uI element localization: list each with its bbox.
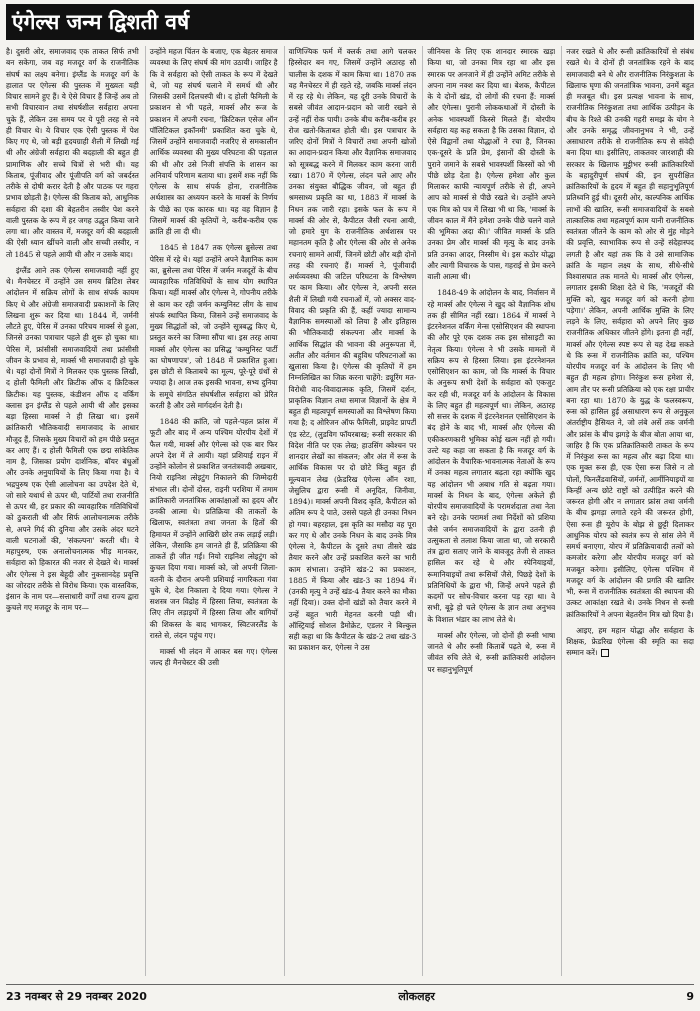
section-banner <box>6 4 694 40</box>
article-column-1 <box>6 46 139 976</box>
paragraph: मार्क्स भी लंदन में आकर बस गए। एंगेल्स जल्द ही मैनचेस्टर की उसी <box>149 647 278 668</box>
closing-paragraph <box>566 625 694 659</box>
issue-date: 23 नवम्बर से 29 नवम्बर 2020 <box>6 989 147 1003</box>
article-column-2 <box>145 46 278 976</box>
paragraph: इंग्लैंड आने तक एंगेल्स समाजवादी नहीं हुए थे। मैनचेस्टर में उन्होंने उस समय ब्रिटिश लेबर आंदोलन में सक्रिय लोगों के साथ संपर्क कायम किए थे और अंग्रेजी समाजवादी प्रकाशनों के लिए लिखना शुरू कर दिया था। 1844 में, जर्मनी लौटते हुए, पेरिस में उनका परिचय मार्क्स से हुआ, जिनसे उनका पत्राचार पहले ही शुरू हो चुका था। पेरिस में, फ्रांसीसी समाजवादियों तथा फ्रांसीसी जीवन के प्रभाव से, मार्क्स भी समाजवादी हो चुके थे। यहां दोनों मित्रों ने मिलकर एक पुस्तक लिखी, द होली फैमिली और क्रिटीक ऑफ द क्रिटिकल क्रिटीक। यह पुस्तक, कंडीशन ऑफ द वर्किंग क्लास इन इंग्लैंड से पहले आयी थी और इसका बड़ा हिस्सा मार्क्स ने ही लिखा था। इसमें क्रांतिकारी भौतिकवादी समाजवाद के आधार मौजूद हैं, जिसके मुख्य विचारों को हम पीछे प्रस्तुत कर आए हैं। द होली फैमिली एक छद्म सांकेतिक नाम है, जिसका प्रयोग दार्शनिक, बॉयर बंधुओं और उनके अनुयायियों के लिए किया गया है। ये भद्रपुरुष एक ऐसी आलोचना का उपदेश देते थे, जो सारे यथार्थ से ऊपर थी, पार्टियों तथा राजनीति से ऊपर थी, हर प्रकार की व्यावहारिक गतिविधियों को ठुकराती थी और सिर्फ आलोचनात्मक तरीके से, अपने गिर्द की दुनिया और उसके अंदर घटने वाली घटनाओं की, 'संकल्पना' करती थी। ये महापुरुष, एक अनालोचनात्मक भीड़ मानकर, सर्वहारा को हिकारत की नजर से देखते थे। मार्क्स और एंगेल्स ने इस बेहूदी और नुकसानदेह प्रवृत्ति का जोरदार तरीके से विरोध किया। एक वास्तविक, इंसान के नाम पर—सत्ताधारी वर्गों तथा राज्य द्वारा कुचले गए मजदूर के नाम पर— <box>6 265 139 613</box>
paragraph: है। दुसरी ओर, समाजवाद एक ताकत सिर्फ तभी बन सकेगा, जब वह मजदूर वर्ग के राजनीतिक संघर्ष का लक्ष्य बनेगा। इंग्लैंड के मजदूर वर्ग के हालात पर एंगेल्स की पुस्तक में मुख्यतः यही विचार सामने हुए हैं। ये ऐसे विचार हैं जिन्हें अब तो सभी विचारवान तथा संघर्षशील सर्वहारा अपना चुके हैं, लेकिन उस समय पर ये पूरी तरह से नये ही विचार थे। ये विचार एक ऐसी पुस्तक में पेश किए गए थे, जो बड़ी हृदयग्राही शैली में लिखी गई थी और अंग्रेजी सर्वहारा की बदहाली की बहुत ही प्रामाणिक और सच्चे चित्रों से भरी थी। यह किताब, पूंजीवाद और पूंजीपति वर्ग को जबर्दस्त तरीके से दोषी करार देती है और पाठक पर गहरा प्रभाव छोड़ती है। एंगेल्स की किताब को, आधुनिक सर्वहारा की दशा की बेहतरीन तस्वीर पेश करने वाली पुस्तक के रूप में हर जगह उद्धृत किया जाने लगा था। और वास्तव में, मजदूर वर्ग की बदहाली की ऐसी ध्यान खींचने वाली और सच्ची तस्वीर, न तो 1845 से पहले आयी थी और न उसके बाद। <box>6 47 139 259</box>
article-column-3 <box>284 46 417 976</box>
paragraph: जीनियस के लिए एक शानदार स्मारक खड़ा किया था, जो उनका मित्र रहा था और इस स्मारक पर अनजाने में ही उन्होंने अमिट तरीके से अपना नाम नक्श कर दिया था। बेशक, कैपीटल के ये दोनों खंड, दो लोगों की रचना हैं: मार्क्स और एंगेल्स। पुरानी लोककथाओं में दोस्ती के अनेक भावस्पर्शी किस्से मिलते हैं। योरपीय सर्वहारा यह कह सकता है कि उसका विज्ञान, दो ऐसे विद्वानों तथा योद्धाओं ने रचा है, जिनका एक-दूसरे के प्रति प्रेम, इंसानों की दोस्ती के पुराने जमाने के सबसे भावस्पर्शी किस्सों को भी पीछे छोड़ देता है। एंगेल्स हमेशा और कुल मिलाकर काफी न्यायपूर्ण तरीके से ही, अपने आप को मार्क्स से पीछे रखते थे। उन्होंने अपने एक मित्र को पत्र में लिखा भी था कि, 'मार्क्स के जीवन काल में मैंने हमेशा उनके पीछे चलने वाले की भूमिका अदा की।' जीवित मार्क्स के प्रति उनका प्रेम और मार्क्स की मृत्यु के बाद उनके प्रति उनका आदर, निस्सीम थे। इस कठोर योद्धा और त्यागी विचारक के पास, गहराई से प्रेम करने वाली आत्मा थी। <box>427 47 556 281</box>
paragraph: 1848-49 के आंदोलन के बाद, निर्वासन में रहे मार्क्स और एंगेल्स ने खुद को वैज्ञानिक शोध तक ही सीमित नहीं रखा। 1864 में मार्क्स ने इंटरनेशनल वर्किंग मेन्स एसोसिएशन की स्थापना की और पूरे एक दशक तक इस सोसाइटी का नेतृत्व किया। एंगेल्स ने भी उसके मामलों में सक्रिय रूप से हिस्सा लिया। इस इंटरनेशनल एसोसिएशन का काम, जो कि मार्क्स के विचार के अनुरूप सभी देशों के सर्वहारा को एकजुट कर रही थी, मजदूर वर्ग के आंदोलन के विकास के लिए बहुत ही महत्वपूर्ण था। लेकिन, अठारह सौ सत्तर के दशक में इंटरनेशनल एसोसिएशन के बंद होने के बाद भी, मार्क्स और एंगेल्स की एकीकरणकारी भूमिका कोई खत्म नहीं हो गयी। उल्टे यह कहा जा सकता है कि मजदूर वर्ग के आंदोलन के वैचारिक-भावनात्मक नेताओं के रूप में उनका महत्व लगातार बढ़ता रहा क्योंकि खुद यह आंदोलन भी अबाध गति से बढ़ता गया। मार्क्स के निधन के बाद, एंगेल्स अकेले ही योरपीय समाजवादियों के परामर्शदाता तथा नेता बने रहे। उनके परामर्श तथा निर्देशों को प्रशिया जैसे जर्मन समाजवादियों के द्वारा उतनी ही उत्सुकता से तलाश किया जाता था, जो सरकारी तंत्र द्वारा सताए जाने के बावजूद तेजी से ताकत हासिल कर रहे थे और स्पेनियाइयों, रूमानियाइयों तथा रूसियों जैसे, पिछड़े देशों के प्रतिनिधियों के द्वारा भी, जिन्हें अपने पहले ही कदमों पर सोच-विचार करना पड़ रहा था। वे सभी, बूढ़े हो चले एंगेल्स के ज्ञान तथा अनुभव के विशाल भंडार का लाभ लेते थे। <box>427 288 556 624</box>
closing-text: आइए, हम महान योद्धा और सर्वहारा के शिक्षक, फ्रेडरिख एंगेल्स की स्मृति का सदा सम्मान करें। <box>566 625 694 658</box>
publication-name: लोकलहर <box>398 989 435 1003</box>
article-column-5 <box>561 46 694 976</box>
page-footer <box>6 984 694 1007</box>
paragraph: उन्होंने महज चिंतन के बजाए, एक बेहतर समाज व्यवस्था के लिए संघर्ष की मांग उठायी। जाहिर है कि वे सर्वहारा को ऐसी ताकत के रूप में देखते थे, जो यह संघर्ष चलाने में समर्थ थी और जिसकी उसमें दिलचस्पी थी। द होली फैमिली के प्रकाशन से भी पहले, मार्क्स और रूज के प्रकाशन में अपनी रचना, 'क्रिटिकल एसेज ऑन पॉलिटिकल इकॉनमी' प्रकाशित करा चुके थे, जिसमें उन्होंने समाजवादी नजरिए से समकालीन आर्थिक व्यवस्था की मुख्य परिघटना की पड़ताल की थी और उसे निजी संपत्ति के शासन का अनिवार्य परिणाम बताया था। इसमें शक नहीं कि एंगेल्स के साथ संपर्क होना, राजनीतिक अर्थशास्त्र का अध्ययन करने के मार्क्स के निर्णय के पीछे का एक कारक था। यह वह विज्ञान है जिसमें मार्क्स की कृतियों ने, करीब-करीब एक क्रांति ही ला दी थी। <box>149 47 278 236</box>
page-number: 9 <box>686 989 694 1003</box>
paragraph: वाणिज्यिक फर्म में क्लर्क तथा आगे चलकर हिस्सेदार बन गए, जिसमें उन्होंने अठारह सौ चालीस के दशक में काम किया था। 1870 तक वह मैनचेस्टर में ही रहते रहे, जबकि मार्क्स लंदन में रह रहे थे। लेकिन, यह दूरी उनके विचारों के सबसे जीवंत आदान-प्रदान को जारी रखने से उन्हें नहीं रोक पायी। उनके बीच करीब-करीब हर रोज खतो-किताबत होती थी। इस पत्राचार के जरिए दोनों मित्रों ने विचारों तथा अपनी खोजों का आदान-प्रदान किया और वैज्ञानिक समाजवाद को सूत्रबद्ध करने में मिलकर काम करना जारी रखा। 1870 में एंगेल्स, लंदन चले आए और उनका संयुक्त बौद्धिक जीवन, जो बहुत ही श्रमसाध्य प्रकृति का था, 1883 में मार्क्स के निधन तक जारी रहा। इसके फल के रूप में मार्क्स की ओर से, कैपीटल जैसी रचना आयी, जो हमारे युग के राजनीतिक अर्थशास्त्र पर महानतम कृति है और एंगेल्स की ओर से अनेक रचनाएं सामने आयीं, जिनमें छोटी और बड़ी दोनों तरह की रचनाएं हैं। मार्क्स ने, पूंजीवादी अर्थव्यवस्था की जटिल परिघटना के विश्लेषण पर काम किया। और एंगेल्स ने, अपनी सरल शैली में लिखी गयी रचनाओं में, जो अक्सर वाद-विवाद की प्रकृति की हैं, कहीं ज्यादा सामान्य वैज्ञानिक समस्याओं को लिया है और इतिहास की भौतिकवादी संकल्पना और मार्क्स के आर्थिक सिद्धांत की भावना की अनुरूपता में, अतीत और वर्तमान की बहुविध परिघटनाओं का खुलासा किया है। एंगेल्स की कृतियों में हम निम्नलिखित का जिक्र करना चाहेंगे: ड्यूरिंग मत-विरोधी वाद-विवादात्मक कृति, जिसमें दर्शन, प्राकृतिक विज्ञान तथा समाज विज्ञानों के क्षेत्र में बहुत ही महत्वपूर्ण समस्याओं का विश्लेषण किया गया है; द ओरिजन ऑफ फैमिली, प्राइवेट प्रापर्टी एंड स्टेट, (लुडविग फॉयरबाख; रूसी सरकार की विदेश नीति पर एक लेख; हाउसिंग क्वेश्चन पर शानदार लेखों का संकलन; और अंत में रूस के आर्थिक विकास पर दो छोटे किंतु बहुत ही मूल्यवान लेख (फ्रेडरिख एंगेल्स ऑन रशा, जेसुलिच द्वारा रूसी में अनूदित, जिनीवा, 1894)। मार्क्स अपनी विशद कृति, कैपीटल को अंतिम रूप दे पाते, उससे पहले ही उनका निधन हो गया। बहरहाल, इस कृति का मसौदा वह पूरा कर गए थे और उनके निधन के बाद उनके मित्र एंगेल्स ने, कैपीटल के दूसरे तथा तीसरे खंड तैयार करने और उन्हें प्रकाशित करने का भारी काम संभाला। उन्होंने खंड-2 का प्रकाशन, 1885 में किया और खंड-3 का 1894 में। (उनकी मृत्यु ने उन्हें खंड-4 तैयार करने का मौका नहीं दिया)। उक्त दोनों खंडों को तैयार करने में उन्हें बहुत भारी मेहनत करनी पड़ी थी। ऑस्ट्रियाई सोशल डैमोक्रेट, एडलर ने बिल्कुल सही कहा था कि कैपीटल के खंड-2 तथा खंड-3 का प्रकाशन कर, एंगेल्स ने उस <box>288 47 417 653</box>
section-title: एंगेल्स जन्म द्विशती वर्ष <box>12 10 190 34</box>
paragraph: नजर रखते थे और रूसी क्रांतिकारियों से संबंध रखते थे। वे दोनों ही जनतांत्रिक रहने के बाद समाजवादी बने थे और राजनीतिक निरंकुशता के खिलाफ घृणा की जनतांत्रिक भावना, उनमें बहुत ही मजबूत थी। इस प्रत्यक्ष भावना के साथ, राजनीतिक निरंकुशता तथा आर्थिक उत्पीड़न के बीच के रिश्ते की उनकी गहरी समझ के योग ने और उनके समृद्ध जीवनानुभव ने भी, उन्हें असाधारण तरीके से राजनीतिक रूप से संवेदी बना दिया था। इसीलिए, ताकतवर जारशाही की सरकार के खिलाफ मुट्ठीभर रूसी क्रांतिकारियों के बहादुरीपूर्ण संघर्ष की, इन सुपरीक्षित क्रांतिकारियों के हृदय में बहुत ही सहानुभूतिपूर्ण प्रतिध्वनि हुई थी। दूसरी ओर, काल्पनिक आर्थिक लाभों की खातिर, रूसी समाजवादियों के सबसे तात्कालिक तथा महत्वपूर्ण काम यानी राजनीतिक स्वतंत्रता जीतने के काम को ओर से मुंह मोड़ने की प्रवृत्ति, स्वाभाविक रूप से उन्हें संदेहास्पद लगती है और यहां तक कि वे उसे सामाजिक क्रांति के महान लक्ष्य के साथ, सीधे-सीधे विश्वासघात तक मानते थे। मार्क्स और एंगेल्स, लगातार इसकी शिक्षा देते थे कि, 'मजदूरों की मुक्ति को, खुद मजदूर वर्ग को करनी होगा पड़ेगा।' लेकिन, अपनी आर्थिक मुक्ति के लिए लड़ने के लिए, सर्वहारा को अपने लिए कुछ राजनीतिक अधिकार जीतने होंगे। इतना ही नहीं, मार्क्स और एंगेल्स स्पष्ट रूप से यह देख सकते थे कि रूस में राजनीतिक क्रांति का, पश्चिम योरपीय मजदूर वर्ग के आंदोलन के लिए भी बहुत ही महत्व होगा। निरंकुश रूस हमेशा से, आम तौर पर रूसी प्रतिक्रिया को एक रक्षा प्राचीर बना रहा था। 1870 के युद्ध के फलस्वरूप, रूस को हासिल हुई असाधारण रूप से अनुकूल अंतर्राष्ट्रीय हैसियत ने, जो लंबे अर्से तक जर्मनी और फ्रांस के बीच झगड़े के बीज बोता आया था, जाहिर है कि एक प्रतिक्रांतिकारी ताकत के रूप में निरंकुश रूस का महत्व और बढ़ा दिया था। एक मुक्त रूस ही, एक ऐसा रूस जिसे न तो पोलों, फिनलैंडवासियों, जर्मनों, आर्मीनियाइयों या किन्हीं अन्य छोटे राष्ट्रों को उत्पीड़ित करने की जरूरत होगी और न लगातार फ्रांस तथा जर्मनी के बीच झगड़ा लगाते रहने की जरूरत होगी, ऐसा रूस ही यूरोप के बोझ से छुट्टी दिलाकर आधुनिक योरप को स्वतंत्र रूप से सांस लेने में समर्थ बनाएगा, योरप में प्रतिक्रियावादी तत्वों को कमजोर करेगा और योरपीय मजदूर वर्ग को मजबूत करेगा। इसीलिए, एंगेल्स पश्चिम में मजदूर वर्ग के आंदोलन की प्रगति की खातिर भी, रूस में राजनीतिक स्वतंत्रता की स्थापना की उत्कट आकांक्षा रखते थे। उनके निधन से रूसी क्रांतिकारियों ने अपना बेहतरीन मित्र खो दिया है। <box>566 47 694 619</box>
article-column-4 <box>422 46 555 976</box>
article-body <box>6 46 694 976</box>
paragraph: मार्क्स और एंगेल्स, जो दोनों ही रूसी भाषा जानते थे और रूसी किताबें पढ़ते थे, रूस में जीवंत रुचि लेते थे, रूसी क्रांतिकारी आंदोलन पर सहानुभूतिपूर्ण <box>427 630 556 674</box>
paragraph: 1845 से 1847 तक एंगेल्स ब्रुसेल्स तथा पेरिस में रहे थे। यहां उन्होंने अपने वैज्ञानिक काम का, ब्रुसेल्स तथा पेरिस में जर्मन मजदूरों के बीच व्यावहारिक गतिविधियों के साथ योग स्थापित किया। यहीं मार्क्स और एंगेल्स ने, गोपनीय तरीके से काम कर रही जर्मन कम्युनिस्ट लीग के साथ संपर्क स्थापित किया, जिसने उन्हें समाजवाद के मुख्य सिद्धांतों को, जो उन्होंने सूत्रबद्ध किए थे, प्रस्तुत करने का जिम्मा सौंपा था। इस तरह आया मार्क्स और एंगेल्स का प्रसिद्ध 'कम्युनिस्ट पार्टी का घोषणापत्र', जो 1848 में प्रकाशित हुआ। इस छोटी से किताबचे का मूल्य, पूरे-पूरे ग्रंथों से ज्यादा है। आज तक इसकी भावना, सभ्य दुनिया के समूचे संगठित संघर्षशील सर्वहारा को प्रेरित करती है और उसे मार्गदर्शन देती है। <box>149 243 278 410</box>
end-mark-icon <box>601 649 609 657</box>
paragraph: 1848 की क्रांति, जो पहले-पहल फ्रांस में फूटी और बाद में अन्य पश्चिम योरपीय देशों में फैल गयी, मार्क्स और एंगेल्स को एक बार फिर अपने देश में ले आयी। यहां प्रशियाई राइन में उन्होंने कोलोन से प्रकाशित जनतंत्रवादी अखबार, नियो राइनिश त्सेइटुंग निकालने की जिम्मेदारी संभाल ली। दोनों दोस्त, राइनी परशिया में तमाम क्रांतिकारी जनतांत्रिक आकांक्षाओं का हृदय और उनकी आत्मा थे। प्रतिक्रिया की ताकतों के खिलाफ, स्वतंत्रता तथा जनता के हितों की हिमायत में उन्होंने आखिरी छोर तक लड़ाई लड़ी। लेकिन, जैसाकि हम जानते ही हैं, प्रतिक्रिया की ताकतें ही जीत गईं। नियो राइनिश त्सेइटुंग को कुचल दिया गया। मार्क्स को, जो अपनी जिला-वतनी के दौरान अपनी प्रशियाई नागरिकता गंवा चुके थे, देश निकाला दे दिया गया। एंगेल्स ने सशस्त्र जन विद्रोह में हिस्सा लिया, स्वतंत्रता के लिए तीन लड़ाइयों में हिस्सा लिया और बागियों की शिकस्त के बाद भागकर, स्विटजरलैंड के रास्ते से, लंदन पहुंच गए। <box>149 417 278 640</box>
